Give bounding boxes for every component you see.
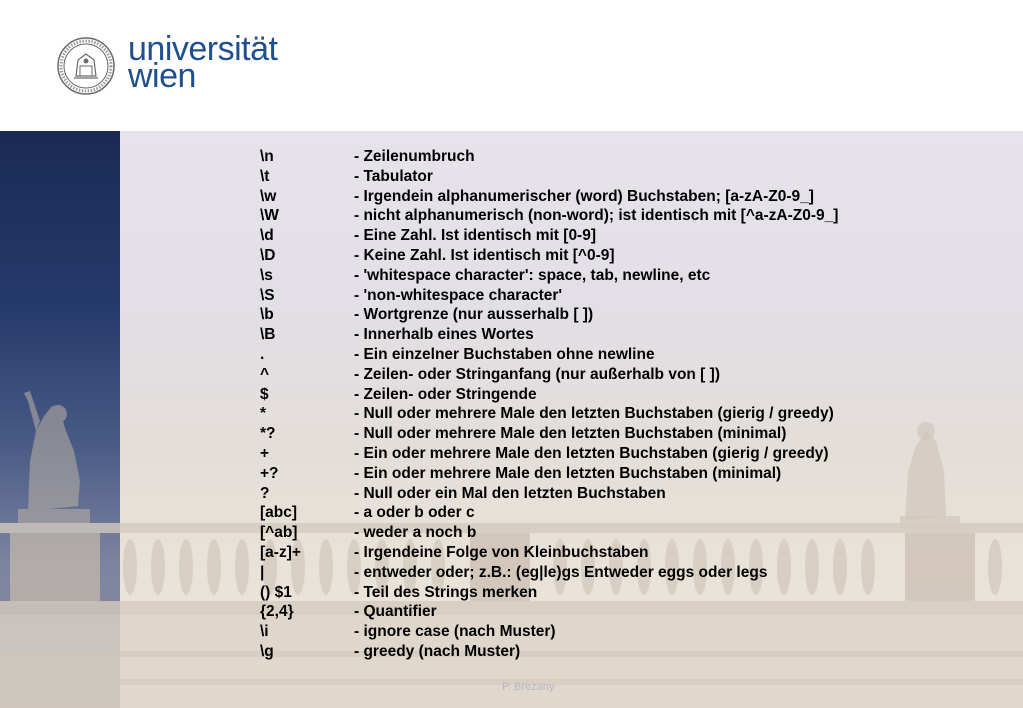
regex-description: - Quantifier (354, 603, 437, 621)
regex-token: ^ (260, 365, 270, 383)
regex-description: - Zeilenumbruch (354, 148, 475, 165)
logo-line-1: universität (128, 30, 278, 68)
regex-token: \g (260, 642, 274, 660)
list-item (260, 622, 1000, 642)
regex-description: - Irgendeine Folge von Kleinbuchstaben (354, 543, 649, 561)
regex-token: +? (260, 464, 279, 482)
regex-description: - 'whitespace character': space, tab, newline, etc (354, 266, 711, 284)
list-item (260, 424, 1000, 444)
list-item (260, 503, 1000, 523)
regex-token: \d (260, 227, 274, 245)
regex-description: - 'non-whitespace character' (354, 286, 563, 304)
regex-token: {2,4} (260, 603, 294, 621)
regex-description: - Irgendein alphanumerischer (word) Buchstaben; [a-zA-Z0-9_] (354, 187, 814, 205)
regex-token: \b (260, 306, 274, 324)
regex-token: \w (260, 187, 277, 205)
list-item (260, 246, 1000, 266)
regex-token: | (260, 563, 265, 581)
regex-description: - entweder oder; z.B.: (eg|le)gs Entweder eggs oder legs (354, 563, 768, 581)
regex-token: \n (260, 148, 274, 165)
logo-line-2: wien (128, 57, 196, 95)
list-item (260, 325, 1000, 345)
list-item (260, 602, 1000, 622)
regex-token: \B (260, 326, 276, 344)
university-logo (56, 30, 296, 98)
list-item (260, 404, 1000, 424)
regex-token: ? (260, 484, 270, 502)
regex-token: $ (260, 385, 269, 403)
regex-description: - Tabulator (354, 167, 433, 185)
regex-description: - a oder b oder c (354, 504, 475, 522)
list-item (260, 444, 1000, 464)
regex-description: - nicht alphanumerisch (non-word); ist identisch mit [^a-zA-Z0-9_] (354, 207, 839, 225)
footer-author: P. Brezany (502, 681, 555, 693)
list-item (260, 583, 1000, 603)
regex-token: \t (260, 167, 270, 185)
list-item (260, 167, 1000, 187)
regex-description: - Ein oder mehrere Male den letzten Buchstaben (minimal) (354, 464, 782, 482)
list-item (260, 305, 1000, 325)
regex-token: [^ab] (260, 524, 298, 542)
university-seal-icon (56, 36, 116, 96)
list-item (260, 365, 1000, 385)
regex-token: \W (260, 207, 279, 225)
regex-description: - Zeilen- oder Stringanfang (nur außerhalb von [ ]) (354, 365, 720, 383)
header (0, 0, 1023, 131)
regex-token: \S (260, 286, 275, 304)
list-item (260, 226, 1000, 246)
regex-description: - Null oder mehrere Male den letzten Buchstaben (gierig / greedy) (354, 405, 834, 423)
regex-token: * (260, 405, 267, 423)
list-item (260, 286, 1000, 306)
list-item (260, 345, 1000, 365)
regex-description: - weder a noch b (354, 524, 477, 542)
regex-description: - Eine Zahl. Ist identisch mit [0-9] (354, 227, 597, 245)
list-item (260, 206, 1000, 226)
list-item (260, 563, 1000, 583)
list-item (260, 187, 1000, 207)
list-item (260, 147, 1000, 167)
list-item (260, 266, 1000, 286)
list-item (260, 484, 1000, 504)
regex-token: . (260, 345, 265, 363)
regex-token: *? (260, 425, 276, 443)
regex-description: - Keine Zahl. Ist identisch mit [^0-9] (354, 246, 615, 264)
list-item (260, 543, 1000, 563)
regex-description: - Innerhalb eines Wortes (354, 326, 534, 344)
regex-token: + (260, 444, 270, 462)
regex-token: [a-z]+ (260, 543, 301, 561)
regex-description: - greedy (nach Muster) (354, 642, 521, 660)
list-item (260, 523, 1000, 543)
regex-description: - Ein oder mehrere Male den letzten Buchstaben (gierig / greedy) (354, 444, 829, 462)
regex-description: - Ein einzelner Buchstaben ohne newline (354, 345, 655, 363)
regex-token: \D (260, 246, 276, 264)
regex-token: \i (260, 623, 269, 641)
regex-description: - Wortgrenze (nur ausserhalb [ ]) (354, 306, 594, 324)
regex-token: [abc] (260, 504, 298, 522)
list-item (260, 464, 1000, 484)
regex-description: - Teil des Strings merken (354, 583, 538, 601)
logo-wordmark (128, 30, 278, 95)
regex-description: - Null oder mehrere Male den letzten Buchstaben (minimal) (354, 425, 787, 443)
regex-token: \s (260, 266, 273, 284)
list-item (260, 385, 1000, 405)
regex-description: - ignore case (nach Muster) (354, 623, 556, 641)
regex-description: - Zeilen- oder Stringende (354, 385, 537, 403)
regex-token: () $1 (260, 583, 292, 601)
list-item (260, 642, 1000, 662)
regex-reference-list (260, 147, 1000, 662)
regex-description: - Null oder ein Mal den letzten Buchstaben (354, 484, 666, 502)
